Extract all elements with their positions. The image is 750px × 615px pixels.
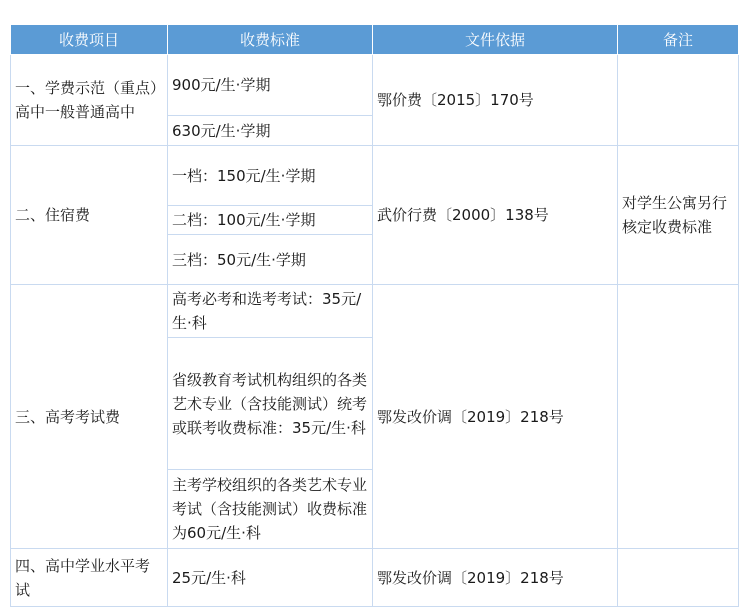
document-basis-cell: 武价行费〔2000〕138号 bbox=[373, 146, 618, 285]
header-row bbox=[11, 25, 739, 55]
header-fee-item: 收费项目 bbox=[11, 25, 168, 55]
remarks-cell bbox=[618, 285, 739, 549]
document-basis-cell: 鄂发改价调〔2019〕218号 bbox=[373, 549, 618, 607]
fee-item-cell: 二、住宿费 bbox=[11, 146, 168, 285]
fee-standard-cell: 25元/生·科 bbox=[168, 549, 373, 607]
fee-standard-cell: 高考必考和选考考试：35元/生·科 bbox=[168, 285, 373, 338]
fee-item-cell: 一、学费示范（重点）高中一般普通高中 bbox=[11, 55, 168, 146]
remarks-cell bbox=[618, 55, 739, 146]
header-fee-standard: 收费标准 bbox=[168, 25, 373, 55]
fee-table bbox=[10, 24, 739, 607]
remarks-cell bbox=[618, 549, 739, 607]
fee-item-cell: 三、高考考试费 bbox=[11, 285, 168, 549]
fee-item-cell: 四、高中学业水平考试 bbox=[11, 549, 168, 607]
table-row bbox=[11, 285, 739, 338]
document-basis-cell: 鄂发改价调〔2019〕218号 bbox=[373, 285, 618, 549]
header-document-basis: 文件依据 bbox=[373, 25, 618, 55]
fee-standard-cell: 900元/生·学期 bbox=[168, 55, 373, 116]
fee-standard-cell: 二档：100元/生·学期 bbox=[168, 206, 373, 235]
table-row bbox=[11, 55, 739, 116]
table-row bbox=[11, 146, 739, 206]
document-basis-cell: 鄂价费〔2015〕170号 bbox=[373, 55, 618, 146]
fee-standard-cell: 630元/生·学期 bbox=[168, 116, 373, 146]
table-row bbox=[11, 549, 739, 607]
fee-standard-cell: 三档：50元/生·学期 bbox=[168, 235, 373, 285]
fee-standard-cell: 主考学校组织的各类艺术专业考试（含技能测试）收费标准为60元/生·科 bbox=[168, 470, 373, 549]
remarks-cell: 对学生公寓另行核定收费标准 bbox=[618, 146, 739, 285]
header-remarks: 备注 bbox=[618, 25, 739, 55]
fee-standard-cell: 一档：150元/生·学期 bbox=[168, 146, 373, 206]
fee-standard-cell: 省级教育考试机构组织的各类艺术专业（含技能测试）统考或联考收费标准：35元/生·科 bbox=[168, 338, 373, 470]
